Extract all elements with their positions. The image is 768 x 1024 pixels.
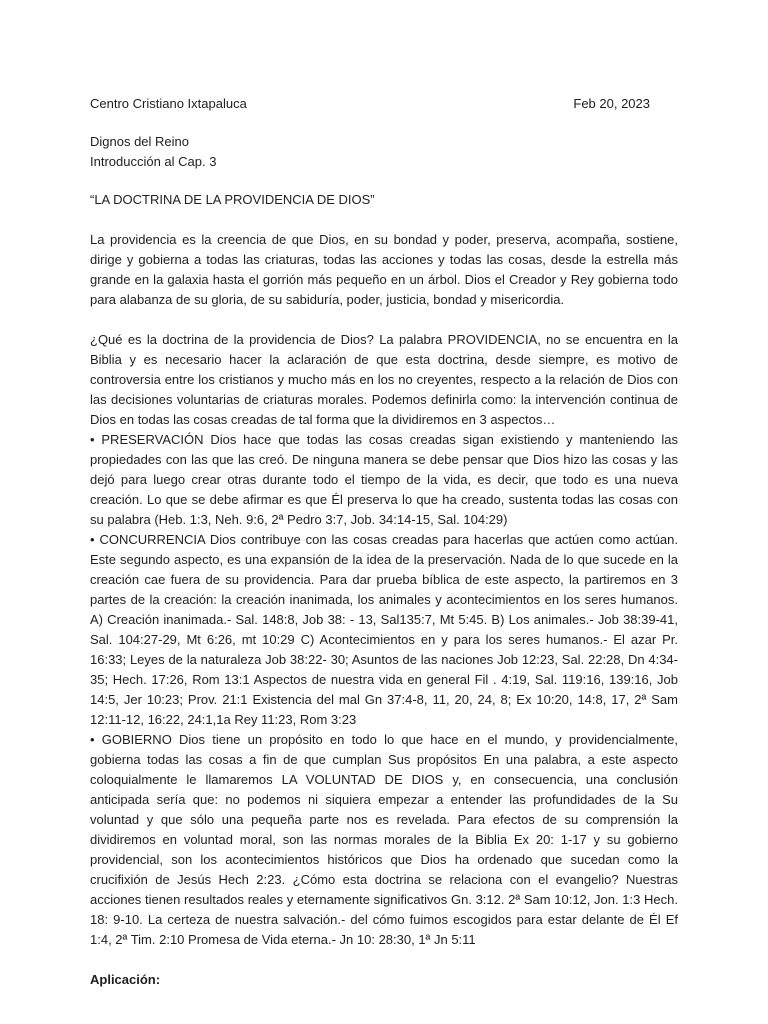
application-heading: Aplicación: xyxy=(90,972,161,987)
document-header xyxy=(90,94,678,114)
document-date: Feb 20, 2023 xyxy=(573,96,650,111)
question-paragraph: ¿Qué es la doctrina de la providencia de Dios? La palabra PROVIDENCIA, no se encuentra en la Biblia y es necesario hacer la aclaración de que esta doctrina, desde siempre, es motivo de controversia entre los cristianos y mucho más en los no creyentes, respecto a la relación de Dios con las decisiones voluntarias de criaturas morales. Podemos definirla como: la intervención continua de Dios en todas las cosas creadas de tal forma que la dividiremos en 3 aspectos… xyxy=(90,332,678,427)
group-name: Dignos del Reino xyxy=(90,134,190,149)
church-name: Centro Cristiano Ixtapaluca xyxy=(90,96,247,111)
bullet-gobierno: • GOBIERNO Dios tiene un propósito en todo lo que hace en el mundo, y providencialmente, gobierna todas las cosas a fin de que cumplan Sus propósitos En una palabra, a este aspecto coloquialmente le llamaremos LA VOLUNTAD DE DIOS y, en consecuencia, una conclusión anticipada sería que: no podemos ni siquiera empezar a entender las profundidades de la Su voluntad y que sólo una pequeña parte nos es revelada. Para efectos de su comprensión la dividiremos en voluntad moral, son las normas morales de la Biblia Ex 20: 1-17 y su gobierno providencial, son los acontecimientos históricos que Dios ha ordenado que sucedan como la crucifixión de Jesús Hech 2:23. ¿Cómo esta doctrina se relaciona con el evangelio? Nuestras acciones tienen resultados reales y eternamente significativos Gn. 3:12. 2ª Sam 10:12, Jon. 1:3 Hech. 18: 9-10. La certeza de nuestra salvación.- del cómo fuimos escogidos para estar delante de Él Ef 1:4, 2ª Tim. 2:10 Promesa de Vida eterna.- Jn 10: 28:30, 1ª Jn 5:11 xyxy=(90,732,678,947)
bullet-concurrencia: • CONCURRENCIA Dios contribuye con las cosas creadas para hacerlas que actúen como actúan. Este segundo aspecto, es una expansión de la idea de la preservación. Nada de lo que sucede en la creación cae fuera de su providencia. Para dar prueba bíblica de este aspecto, la partiremos en 3 partes de la creación: la creación inanimada, los animales y acontecimientos en los seres humanos. A) Creación inanimada.- Sal. 148:8, Job 38: - 13, Sal135:7, Mt 5:45. B) Los animales.- Job 38:39-41, Sal. 104:27-29, Mt 6:26, mt 10:29 C) Acontecimientos en y para los seres humanos.- El azar Pr. 16:33; Leyes de la naturaleza Job 38:22- 30; Asuntos de las naciones Job 12:23, Sal. 22:28, Dn 4:34-35; Hech. 17:26, Rom 13:1 Aspectos de nuestra vida en general Fil . 4:19, Sal. 119:16, 139:16, Job 14:5, Jer 10:23; Prov. 21:1 Existencia del mal Gn 37:4-8, 11, 20, 24, 8; Ex 10:20, 14:8, 17, 2ª Sam 12:11-12, 16:22, 24:1,1a Rey 11:23, Rom 3:23 xyxy=(90,532,678,727)
chapter-label: Introducción al Cap. 3 xyxy=(90,154,217,169)
document-title: “LA DOCTRINA DE LA PROVIDENCIA DE DIOS” xyxy=(90,192,375,207)
intro-paragraph: La providencia es la creencia de que Dios, en su bondad y poder, preserva, acompaña, sostiene, dirige y gobierna a todas las criaturas, todas las acciones y todas las cosas, desde la estrella más grande en la galaxia hasta el gorrión más pequeño en un árbol. Dios el Creador y Rey gobierna todo para alabanza de su gloria, de su sabiduría, poder, justicia, bondad y misericordia. xyxy=(90,232,678,307)
bullet-preservacion: • PRESERVACIÓN Dios hace que todas las cosas creadas sigan existiendo y manteniendo las propiedades con las que las creó. De ninguna manera se debe pensar que Dios hizo las cosas y las dejó para luego crear otras durante todo el tiempo de la vida, es decir, que todo es una nueva creación. Lo que se debe afirmar es que Él preserva lo que ha creado, sustenta todas las cosas con su palabra (Heb. 1:3, Neh. 9:6, 2ª Pedro 3:7, Job. 34:14-15, Sal. 104:29) xyxy=(90,432,678,527)
